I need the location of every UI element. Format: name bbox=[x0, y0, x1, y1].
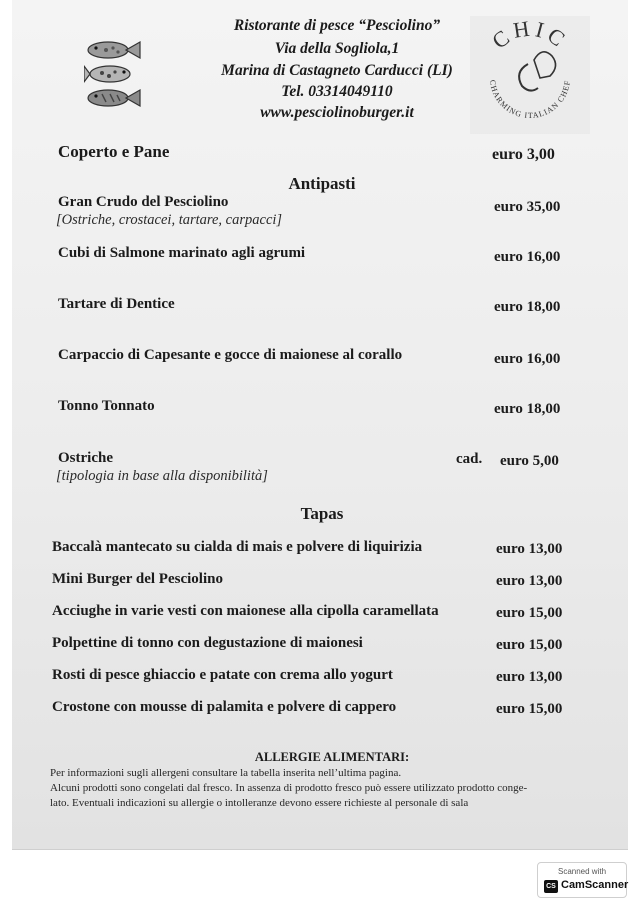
restaurant-town: Marina di Castagneto Carducci (LI) bbox=[221, 62, 453, 79]
restaurant-address: Via della Sogliola,1 bbox=[274, 40, 400, 57]
menu-item-price: euro 13,00 bbox=[496, 541, 563, 557]
menu-item-note: [tipologia in base alla disponibilità] bbox=[56, 468, 268, 484]
menu-item-qualifier: cad. bbox=[456, 451, 483, 467]
allergens-text bbox=[50, 766, 610, 811]
menu-sheet bbox=[12, 0, 628, 850]
scanned-with-label: Scanned with bbox=[557, 867, 607, 876]
menu-item-price: euro 15,00 bbox=[496, 637, 563, 653]
menu-item-price: euro 18,00 bbox=[494, 299, 561, 315]
menu-item-name: Acciughe in varie vesti con maionese alla cipolla caramellata bbox=[52, 603, 439, 619]
menu-item-name: Tonno Tonnato bbox=[58, 398, 155, 414]
menu-item-price: euro 16,00 bbox=[494, 249, 561, 265]
menu-item-name: Cubi di Salmone marinato agli agrumi bbox=[58, 245, 306, 261]
menu-item-name: Ostriche bbox=[58, 450, 113, 466]
allergens-title: ALLERGIE ALIMENTARI: bbox=[254, 750, 410, 764]
menu-item-price: euro 35,00 bbox=[494, 199, 561, 215]
menu-item-name: Tartare di Dentice bbox=[58, 296, 175, 312]
tapas-title: Tapas bbox=[300, 504, 344, 523]
coperto-label: Coperto e Pane bbox=[58, 142, 170, 161]
menu-item-price: euro 5,00 bbox=[500, 453, 559, 469]
menu-item-name: Crostone con mousse di palamita e polvere di cappero bbox=[52, 699, 397, 715]
menu-item-name: Baccalà mantecato su cialda di mais e polvere di liquirizia bbox=[52, 539, 423, 555]
logo-title: CHIC bbox=[487, 16, 573, 54]
allergens-line: lato. Eventuali indicazioni su allergie o intolleranze devono essere richieste al personale di sala bbox=[50, 797, 469, 809]
allergens-line: Alcuni prodotti sono congelati dal fresco. In assenza di prodotto fresco può essere utilizzato prodotto conge- bbox=[50, 782, 528, 794]
restaurant-website: www.pesciolinoburger.it bbox=[260, 104, 414, 121]
menu-item-name: Carpaccio di Capesante e gocce di maionese al corallo bbox=[58, 347, 403, 363]
menu-item-name: Polpettine di tonno con degustazione di maionesi bbox=[52, 635, 363, 651]
fish-icon bbox=[84, 88, 142, 108]
menu-item-name: Gran Crudo del Pesciolino bbox=[58, 194, 229, 210]
camscanner-name: CamScanner bbox=[561, 879, 629, 891]
coperto-price: euro 3,00 bbox=[492, 146, 555, 163]
menu-item-name: Mini Burger del Pesciolino bbox=[52, 571, 223, 587]
restaurant-name: Ristorante di pesce “Pesciolino” bbox=[233, 17, 441, 34]
menu-item-note: [Ostriche, crostacei, tartare, carpacci] bbox=[56, 212, 283, 228]
menu-item-name: Rosti di pesce ghiaccio e patate con crema allo yogurt bbox=[52, 667, 393, 683]
menu-item-price: euro 16,00 bbox=[494, 351, 561, 367]
antipasti-title: Antipasti bbox=[288, 174, 356, 193]
menu-item-price: euro 13,00 bbox=[496, 669, 563, 685]
restaurant-phone: Tel. 03314049110 bbox=[281, 83, 393, 100]
menu-item-price: euro 18,00 bbox=[494, 401, 561, 417]
fish-icon bbox=[84, 40, 142, 60]
fish-icon bbox=[84, 64, 142, 84]
logo-subtitle: CHARMING ITALIAN CHEF bbox=[487, 79, 573, 121]
camscanner-logo-icon: CS bbox=[544, 880, 558, 893]
allergens-line: Per informazioni sugli allergeni consultare la tabella inserita nell’ultima pagina. bbox=[50, 767, 402, 779]
chic-logo bbox=[470, 16, 590, 134]
menu-item-price: euro 15,00 bbox=[496, 605, 563, 621]
menu-item-price: euro 15,00 bbox=[496, 701, 563, 717]
menu-item-price: euro 13,00 bbox=[496, 573, 563, 589]
camscanner-badge bbox=[537, 862, 627, 898]
